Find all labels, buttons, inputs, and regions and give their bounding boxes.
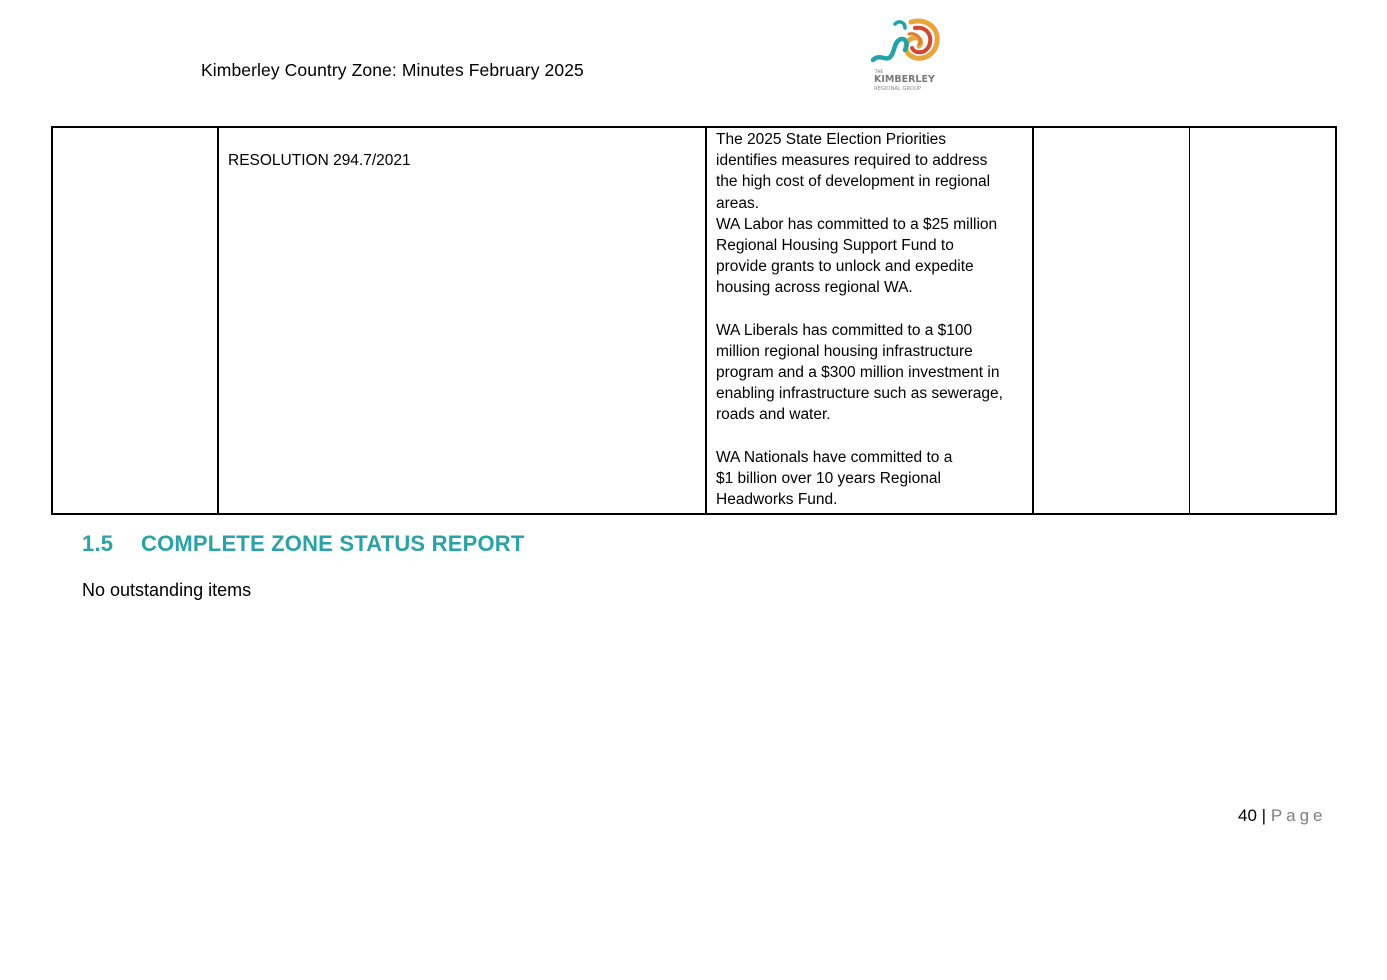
page-label: Page	[1270, 806, 1327, 825]
page-separator: |	[1261, 806, 1267, 825]
table-cell-status	[1190, 127, 1337, 514]
svg-text:REGIONAL GROUP: REGIONAL GROUP	[874, 86, 922, 92]
section-heading	[82, 531, 524, 557]
comment-text	[707, 128, 1032, 513]
page-footer	[1238, 806, 1327, 826]
page-number: 40	[1238, 806, 1257, 825]
svg-text:KIMBERLEY: KIMBERLEY	[874, 74, 935, 85]
svg-text:THE: THE	[875, 69, 883, 74]
table-cell-responsible	[1033, 127, 1190, 514]
comment-paragraph: WA Liberals has committed to a $100 million regional housing infrastructure program and a $300 million investment in enabling infrastructure such as sewerage, roads and water.	[716, 321, 1003, 424]
resolution-reference: RESOLUTION 294.7/2021	[228, 152, 411, 169]
comment-paragraph: The 2025 State Election Priorities identifies measures required to address the high cost of development in regional areas. WA Labor has committed to a $25 million Regional Housing Support Fund to provide grants to unlock and expedite housing across regional WA.	[716, 131, 998, 297]
table-cell-item	[52, 127, 218, 514]
table-row	[52, 127, 1336, 514]
minutes-table	[51, 126, 1337, 515]
document-header-title: Kimberley Country Zone: Minutes February 2025	[201, 60, 584, 80]
section-title: COMPLETE ZONE STATUS REPORT	[141, 531, 525, 556]
kimberley-regional-group-logo	[865, 14, 945, 98]
section-body-text: No outstanding items	[82, 580, 252, 600]
section-number: 1.5	[82, 531, 114, 556]
table-cell-resolution	[218, 127, 706, 514]
comment-paragraph: WA Nationals have committed to a $1 billion over 10 years Regional Headworks Fund.	[716, 448, 953, 509]
table-cell-comment	[706, 127, 1033, 514]
